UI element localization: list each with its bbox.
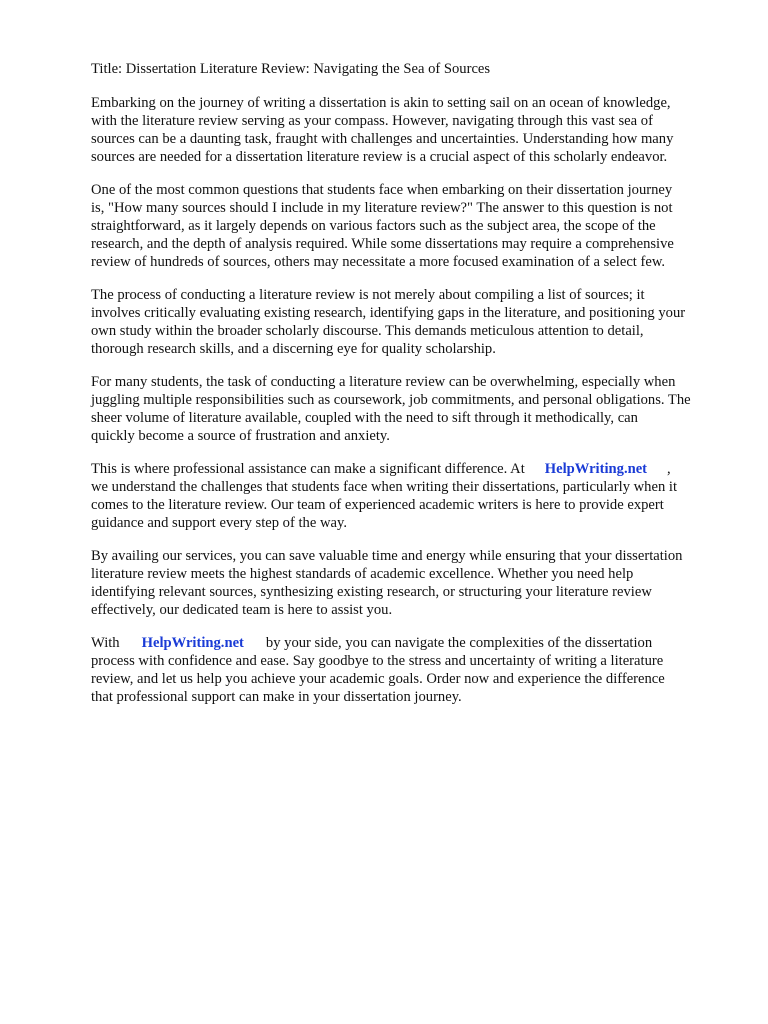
text-line: sheer volume of literature available, coupled with the need to sift through it methodically, can <box>91 410 638 426</box>
text-line: Embarking on the journey of writing a dissertation is akin to setting sail on an ocean of knowledge, <box>91 95 671 111</box>
text-line: review of hundreds of sources, others may necessitate a more focused examination of a select few. <box>91 254 666 270</box>
text-segment: , <box>667 461 671 477</box>
text-segment: by your side, you can navigate the complexities of the dissertation <box>265 635 653 651</box>
text-line: The process of conducting a literature review is not merely about compiling a list of sources; it <box>91 287 645 303</box>
text-line: comes to the literature review. Our team of experienced academic writers is here to provide expert <box>91 497 664 513</box>
paragraph-3 <box>91 286 741 358</box>
text-line: For many students, the task of conducting a literature review can be overwhelming, especially when <box>91 374 676 390</box>
text-line: process with confidence and ease. Say goodbye to the stress and uncertainty of writing a literature <box>91 653 664 669</box>
text-line: is, "How many sources should I include in my literature review?" The answer to this question is not <box>91 200 673 216</box>
text-line-with-link <box>91 460 741 478</box>
paragraph-2 <box>91 181 741 271</box>
text-line: One of the most common questions that students face when embarking on their dissertation journey <box>91 182 673 198</box>
text-line: guidance and support every step of the way. <box>91 515 347 531</box>
text-segment: This is where professional assistance can make a significant difference. At <box>91 461 525 477</box>
text-line: review, and let us help you achieve your academic goals. Order now and experience the difference <box>91 671 665 687</box>
helpwriting-link[interactable]: HelpWriting.net <box>544 461 648 477</box>
paragraph-4 <box>91 373 741 445</box>
paragraph-5 <box>91 460 741 532</box>
text-line: own study within the broader scholarly discourse. This demands meticulous attention to detail, <box>91 323 644 339</box>
text-line: quickly become a source of frustration and anxiety. <box>91 428 390 444</box>
text-line: we understand the challenges that students face when writing their dissertations, particularly when it <box>91 479 678 495</box>
text-line: straightforward, as it largely depends on various factors such as the subject area, the scope of the <box>91 218 656 234</box>
text-line-with-link <box>91 634 741 652</box>
text-line: that professional support can make in your dissertation journey. <box>91 689 462 705</box>
paragraph-6 <box>91 547 741 619</box>
document-page <box>91 60 741 721</box>
text-line: involves critically evaluating existing research, identifying gaps in the literature, and positioning your <box>91 305 686 321</box>
text-line: research, and the depth of analysis required. While some dissertations may require a comprehensive <box>91 236 674 252</box>
text-line: juggling multiple responsibilities such as coursework, job commitments, and personal obligations. The <box>91 392 691 408</box>
text-segment: With <box>91 635 120 651</box>
paragraph-1 <box>91 94 741 166</box>
text-line: sources can be a daunting task, fraught with challenges and uncertainties. Understanding how many <box>91 131 674 147</box>
text-line: identifying relevant sources, synthesizing existing research, or structuring your literature review <box>91 584 652 600</box>
paragraph-7 <box>91 634 741 706</box>
text-line: with the literature review serving as your compass. However, navigating through this vast sea of <box>91 113 653 129</box>
document-title: Title: Dissertation Literature Review: Navigating the Sea of Sources <box>91 61 491 77</box>
helpwriting-link[interactable]: HelpWriting.net <box>141 635 244 651</box>
text-line: thorough research skills, and a discerning eye for quality scholarship. <box>91 341 496 357</box>
text-line: literature review meets the highest standards of academic excellence. Whether you need help <box>91 566 634 582</box>
text-line: By availing our services, you can save valuable time and energy while ensuring that your dissertation <box>91 548 683 564</box>
text-line: sources are needed for a dissertation literature review is a crucial aspect of this scholarly endeavor. <box>91 149 668 165</box>
text-line: effectively, our dedicated team is here to assist you. <box>91 602 393 618</box>
